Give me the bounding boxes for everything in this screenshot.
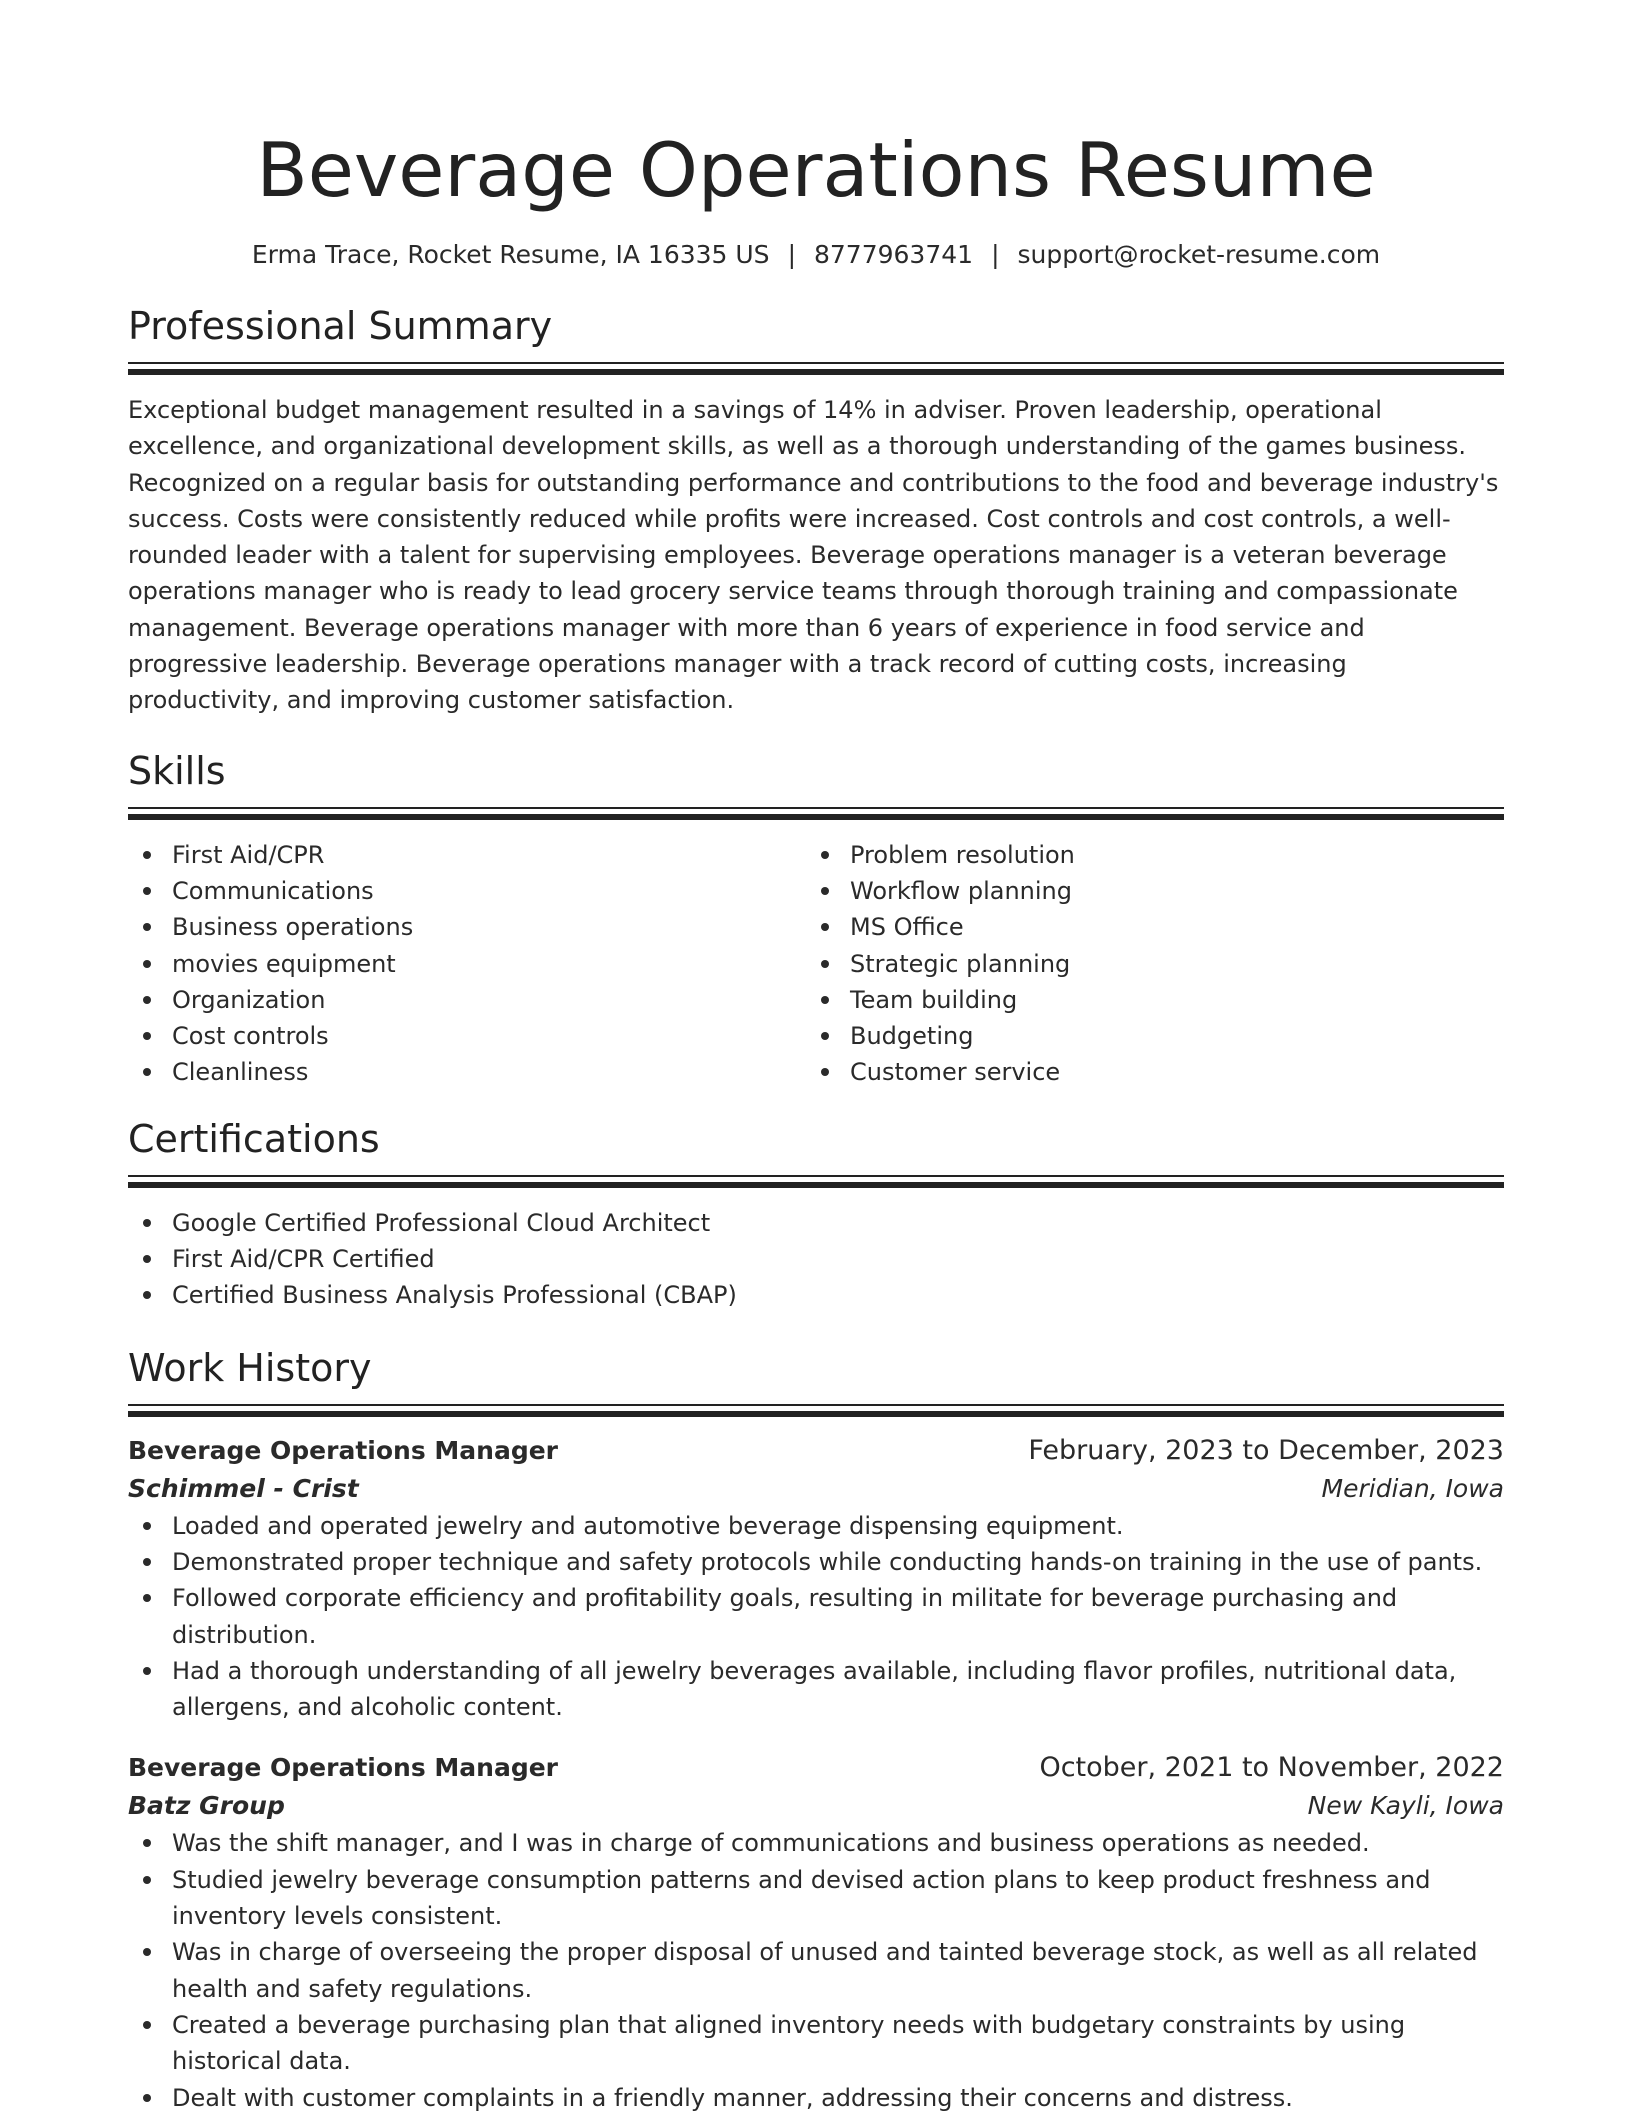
skill-item: movies equipment [128,946,806,982]
section-divider [128,362,1504,376]
contact-separator: | [787,240,796,269]
section-heading-skills: Skills [128,748,226,793]
skill-item: Business operations [128,909,806,945]
certification-item: Google Certified Professional Cloud Architect [128,1205,1504,1241]
skill-item: Customer service [806,1054,1504,1090]
skill-item: Cost controls [128,1018,806,1054]
job-title: Beverage Operations Manager [128,1753,558,1783]
resume-page [128,0,1504,2116]
job-dates: February, 2023 to December, 2023 [1028,1434,1504,1466]
skills-columns [128,837,1504,1091]
job-company: Batz Group [128,1791,285,1821]
job-bullets [128,1508,1504,1726]
job-location: Meridian, Iowa [1321,1473,1504,1503]
skill-item: Cleanliness [128,1054,806,1090]
job-bullet: Was in charge of overseeing the proper disposal of unused and tainted beverage stock, as well as all related health and safety regulations. [128,1934,1504,2007]
skills-list-left [128,837,806,1091]
summary-section [128,302,1504,719]
contact-phone: 8777963741 [814,240,974,269]
job-entry [128,1432,1504,1726]
job-header [128,1432,1504,1470]
job-bullet: Studied jewelry beverage consumption patterns and devised action plans to keep product freshness and inventory levels consistent. [128,1862,1504,1935]
job-location: New Kayli, Iowa [1307,1791,1504,1821]
contact-address: Erma Trace, Rocket Resume, IA 16335 US [251,240,770,269]
job-entry [128,1749,1504,2115]
job-subheader [128,1470,1504,1508]
section-divider [128,807,1504,821]
section-heading-certifications: Certifications [128,1116,380,1161]
contact-separator: | [991,240,1000,269]
skill-item: Problem resolution [806,837,1504,873]
certification-item: Certified Business Analysis Professional (CBAP) [128,1277,1504,1313]
section-heading-work-history: Work History [128,1345,372,1390]
job-title: Beverage Operations Manager [128,1435,558,1465]
work-history-section [128,1344,1504,2116]
section-heading-summary: Professional Summary [128,304,553,348]
job-company: Schimmel - Crist [128,1473,359,1503]
skill-item: Organization [128,982,806,1018]
skill-item: MS Office [806,909,1504,945]
skill-item: Strategic planning [806,946,1504,982]
skills-section [128,747,1504,1091]
job-bullets [128,1825,1504,2115]
section-divider [128,1404,1504,1418]
certifications-list [128,1205,1504,1314]
job-bullet: Was the shift manager, and I was in charge of communications and business operations as needed. [128,1825,1504,1861]
summary-text: Exceptional budget management resulted in a savings of 14% in adviser. Proven leadership, operational excellence, and organizational development skills, as well as a thorough understanding of the games business. Recognized on a regular basis for outstanding performance and contributions to the food and beverage industry's success. Costs were consistently reduced while profits were increased. Cost controls and cost controls, a well-rounded leader with a talent for supervising employees. Beverage operations manager is a veteran beverage operations manager who is ready to lead grocery service teams through thorough training and compassionate management. Beverage operations manager with more than 6 years of experience in food service and progressive leadership. Beverage operations manager with a track record of cutting costs, increasing productivity, and improving customer satisfaction. [128,396,1499,715]
skill-item: Communications [128,873,806,909]
job-bullet: Created a beverage purchasing plan that aligned inventory needs with budgetary constraints by using historical data. [128,2007,1504,2080]
job-bullet: Had a thorough understanding of all jewelry beverages available, including flavor profiles, nutritional data, allergens, and alcoholic content. [128,1653,1504,1726]
skill-item: First Aid/CPR [128,837,806,873]
job-dates: October, 2021 to November, 2022 [1039,1752,1504,1784]
certification-item: First Aid/CPR Certified [128,1241,1504,1277]
skill-item: Budgeting [806,1018,1504,1054]
section-divider [128,1175,1504,1189]
certifications-section [128,1115,1504,1314]
skills-list-right [806,837,1504,1091]
skill-item: Team building [806,982,1504,1018]
skill-item: Workflow planning [806,873,1504,909]
contact-line [128,238,1504,272]
resume-title: Beverage Operations Resume [256,126,1376,214]
job-bullet: Dealt with customer complaints in a friendly manner, addressing their concerns and distress. [128,2080,1504,2116]
job-header [128,1749,1504,1787]
job-subheader [128,1787,1504,1825]
job-bullet: Followed corporate efficiency and profitability goals, resulting in militate for beverage purchasing and distribution. [128,1580,1504,1653]
contact-email: support@rocket-resume.com [1017,240,1381,269]
job-bullet: Demonstrated proper technique and safety protocols while conducting hands-on training in the use of pants. [128,1544,1504,1580]
job-bullet: Loaded and operated jewelry and automotive beverage dispensing equipment. [128,1508,1504,1544]
